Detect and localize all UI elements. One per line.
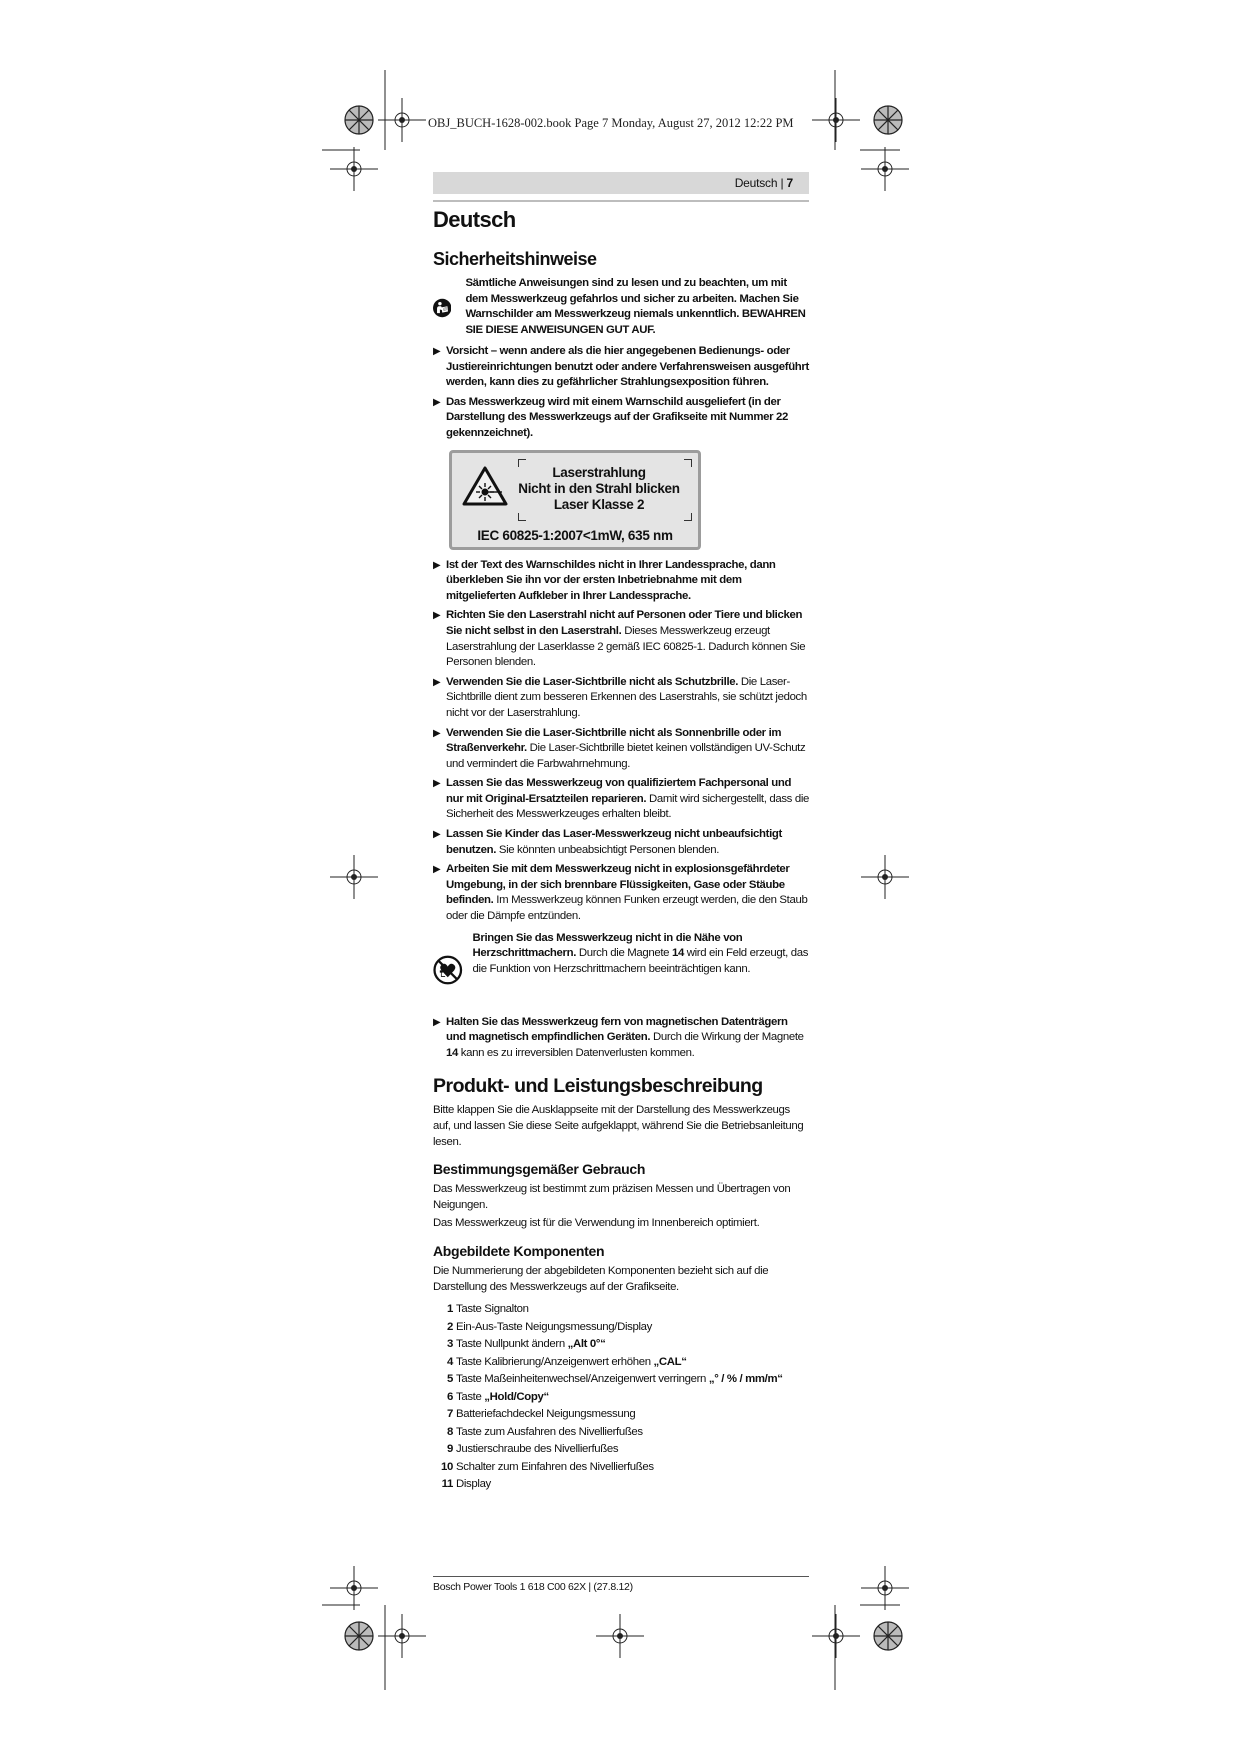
component-text: Justierschraube des Nivellierfußes: [456, 1443, 619, 1456]
bullet-arrow-icon: ▶: [433, 559, 441, 571]
bullet-bold-text: Vorsicht – wenn andere als die hier angegebenen Bedienungs- oder Justiereinrichtungen benutzt oder andere Verfahrensweisen ausgeführt werden, kann dies zu gefährlicher Strahlungsexposition führen.: [446, 345, 809, 389]
page-header-label: [735, 176, 793, 190]
component-text: Taste: [456, 1390, 485, 1403]
bullet-bold-text: Ist der Text des Warnschildes nicht in Ihrer Landessprache, dann überkleben Sie ihn vor der ersten Inbetriebnahme mit dem mitgelieferten Aufkleber in Ihrer Landessprache.: [446, 558, 776, 602]
bullet-bold-text: Verwenden Sie die Laser-Sichtbrille nicht als Schutzbrille.: [446, 675, 739, 688]
components-list: [433, 1301, 809, 1494]
component-label: [456, 1389, 549, 1407]
component-text: Taste Nullpunkt ändern: [456, 1338, 568, 1351]
product-intro: Bitte klappen Sie die Ausklappseite mit der Darstellung des Messwerkzeugs auf, und lassen Sie diese Seite aufgeklappt, während Sie die Betriebsanleitung lesen.: [433, 1104, 804, 1148]
component-number: 8: [447, 1425, 453, 1438]
magnet-number: 14: [446, 1046, 458, 1059]
component-text: Batteriefachdeckel Neigungsmessung: [456, 1408, 636, 1421]
component-text: Schalter zum Einfahren des Nivellierfußes: [456, 1460, 654, 1473]
component-text: Taste zum Ausfahren des Nivellierfußes: [456, 1425, 643, 1438]
component-item: [433, 1301, 809, 1319]
main-column: [433, 172, 809, 1494]
safety-bullet: [433, 675, 809, 722]
bullet-arrow-icon: ▶: [433, 727, 441, 739]
component-label: [456, 1476, 491, 1494]
page-footer: [433, 1576, 809, 1593]
bullet-arrow-icon: ▶: [433, 346, 441, 357]
laser-warning-label: [449, 450, 701, 550]
component-number: 3: [447, 1338, 453, 1351]
safety-bullet: [433, 344, 809, 391]
pacemaker-text: [473, 931, 809, 978]
bullet-regular-text: Die Laser-Sichtbrille dient zum besseren Erkennen des Laserstrahls, sie schützt jedoch nicht vor der Laserstrahlung.: [446, 675, 807, 719]
safety-bullet: [433, 776, 809, 823]
label-line-3: Laser Klasse 2: [553, 496, 645, 512]
read-manual-icon: [433, 276, 451, 340]
component-item: [433, 1476, 809, 1494]
label-line-2: Nicht in den Strahl blicken: [518, 480, 680, 496]
components-heading: Abgebildete Komponenten: [433, 1242, 605, 1259]
label-footer: IEC 60825-1:2007<1mW, 635 nm: [477, 527, 673, 543]
bullet-text: [446, 827, 809, 858]
bullet-text: [446, 558, 809, 605]
component-number: 9: [447, 1443, 453, 1456]
component-key-label: „Hold/Copy“: [484, 1390, 549, 1403]
safety-bullet: [433, 862, 809, 924]
component-item: [433, 1406, 809, 1424]
bullet-regular-text: Damit wird sichergestellt, dass die Sicherheit des Messwerkzeuges erhalten bleibt.: [446, 792, 809, 821]
bullet-arrow-icon: ▶: [433, 829, 441, 841]
bullet-regular-text: Dieses Messwerkzeug erzeugt Laserstrahlung der Laserklasse 2 gemäß IEC 60825-1. Dadurch können Sie Personen blenden.: [446, 624, 806, 669]
safety-bullets-b: [433, 558, 809, 925]
component-key-label: „° / % / mm/m“: [708, 1373, 783, 1386]
component-item: [433, 1354, 809, 1372]
component-label: [456, 1441, 618, 1459]
safety-bullet: [433, 608, 809, 670]
pacemaker-text-2: wird ein Feld erzeugt, das die Funktion von Herzschrittmachern beeinträchtigen kann.: [472, 947, 809, 975]
component-item: [433, 1459, 809, 1477]
bullet-bold-text: Lassen Sie Kinder das Laser-Messwerkzeug nicht unbeaufsichtigt benutzen.: [446, 828, 782, 856]
component-label: [456, 1336, 605, 1354]
label-line-1: Laserstrahlung: [552, 464, 646, 480]
component-label: [456, 1424, 643, 1442]
bullet-regular-text: Im Messwerkzeug können Funken erzeugt werden, die den Staub oder die Dämpfe entzünden.: [446, 894, 808, 923]
no-pacemaker-icon: [433, 931, 463, 1009]
page-number: 7: [786, 176, 793, 190]
component-number: 11: [441, 1478, 453, 1491]
bullet-bold-text: Arbeiten Sie mit dem Messwerkzeug nicht in explosionsgefährdeter Umgebung, in der sich brennbare Flüssigkeiten, Gase oder Stäube befinden.: [446, 863, 790, 907]
magnet-bold: Halten Sie das Messwerkzeug fern von magnetischen Datenträgern und magnetisch empfindlichen Geräten.: [446, 1015, 788, 1044]
component-item: [433, 1371, 809, 1389]
bullet-text: [446, 608, 809, 670]
bullet-text: [446, 862, 809, 924]
bullet-bold-text: Verwenden Sie die Laser-Sichtbrille nicht als Sonnenbrille oder im Straßenverkehr.: [446, 726, 782, 755]
magnet-warning: [433, 1015, 809, 1062]
bullet-arrow-icon: ▶: [433, 864, 441, 876]
component-label: [456, 1354, 687, 1372]
component-item: [433, 1319, 809, 1337]
bullet-arrow-icon: ▶: [433, 610, 441, 622]
use-paragraph-1: Das Messwerkzeug ist bestimmt zum präzisen Messen und Übertragen von Neigungen.: [433, 1183, 791, 1211]
pacemaker-text-1: Durch die Magnete: [576, 947, 672, 960]
safety-intro: [433, 276, 809, 340]
bullet-bold-text: Richten Sie den Laserstrahl nicht auf Personen oder Tiere und blicken Sie nicht selbst in den Laserstrahl.: [446, 609, 803, 637]
component-key-label: „Alt 0°“: [567, 1338, 606, 1351]
bullet-arrow-icon: ▶: [433, 396, 441, 408]
bullet-text: [446, 344, 809, 391]
component-item: [433, 1389, 809, 1407]
component-text: Ein-Aus-Taste Neigungsmessung/Display: [456, 1320, 652, 1333]
safety-bullet: [433, 726, 809, 773]
component-number: 10: [441, 1460, 453, 1473]
component-label: [456, 1371, 783, 1389]
bullet-regular-text: Sie könnten unbeabsichtigt Personen blenden.: [496, 843, 720, 856]
use-heading: Bestimmungsgemäßer Gebrauch: [433, 1161, 646, 1178]
component-number: 5: [447, 1373, 453, 1386]
component-text: Taste Signalton: [456, 1303, 529, 1316]
component-item: [433, 1424, 809, 1442]
component-text: Display: [456, 1478, 491, 1491]
pacemaker-bold: Bringen Sie das Messwerkzeug nicht in die Nähe von Herzschrittmachern.: [472, 931, 743, 960]
bullet-text: [446, 776, 809, 823]
header-separator: |: [777, 176, 787, 190]
bullet-arrow-icon: ▶: [433, 676, 441, 688]
use-paragraph-2: Das Messwerkzeug ist für die Verwendung im Innenbereich optimiert.: [433, 1217, 760, 1230]
safety-bullets-a: [433, 344, 809, 442]
magnet-text-1: Durch die Wirkung der Magnete: [650, 1031, 804, 1044]
component-item: [433, 1441, 809, 1459]
pacemaker-number: 14: [671, 947, 684, 960]
components-intro: Die Nummerierung der abgebildeten Komponenten bezieht sich auf die Darstellung des Messwerkzeugs auf der Grafikseite.: [433, 1264, 769, 1293]
bullet-arrow-icon: ▶: [433, 778, 441, 790]
component-item: [433, 1336, 809, 1354]
footer-rule: [433, 1576, 809, 1577]
bullet-arrow-icon: ▶: [433, 1016, 441, 1028]
component-label: [456, 1301, 529, 1319]
header-rule: [433, 200, 809, 202]
safety-intro-text: Sämtliche Anweisungen sind zu lesen und zu beachten, um mit dem Messwerkzeug gefahrlos und sicher zu arbeiten. Machen Sie Warnschilder am Messwerkzeug niemals unkenntlich. BEWAHREN SIE DIESE ANWEISUNGEN GUT AUF.: [465, 277, 806, 336]
bullet-text: [446, 675, 809, 722]
product-heading: Produkt- und Leistungsbeschreibung: [433, 1075, 763, 1098]
page-title: Deutsch: [433, 207, 516, 232]
component-number: 7: [447, 1408, 453, 1421]
safety-bullet: [433, 395, 809, 442]
component-key-label: „CAL“: [653, 1355, 687, 1368]
component-number: 4: [447, 1355, 453, 1368]
print-info: OBJ_BUCH-1628-002.book Page 7 Monday, August 27, 2012 12:22 PM: [428, 116, 794, 130]
safety-heading: Sicherheitshinweise: [433, 249, 597, 269]
safety-bullet: [433, 558, 809, 605]
component-label: [456, 1319, 652, 1337]
footer-text: Bosch Power Tools 1 618 C00 62X | (27.8.12): [433, 1581, 633, 1593]
component-number: 1: [447, 1303, 453, 1316]
component-number: 6: [447, 1390, 453, 1403]
bullet-text: [446, 395, 809, 442]
magnet-text-2: kann es zu irreversiblen Datenverlusten kommen.: [457, 1046, 695, 1059]
safety-bullet: [433, 827, 809, 858]
component-label: [456, 1459, 654, 1477]
component-text: Taste Maßeinheitenwechsel/Anzeigenwert verringern: [456, 1373, 709, 1386]
component-text: Taste Kalibrierung/Anzeigenwert erhöhen: [456, 1355, 654, 1368]
pacemaker-warning: [433, 931, 809, 1009]
page-header: [433, 172, 809, 194]
bullet-regular-text: Die Laser-Sichtbrille bietet keinen vollständigen UV-Schutz und vermindert die Farbwahrnehmung.: [446, 742, 806, 770]
header-language: Deutsch: [734, 176, 778, 190]
laser-warning-icon: [462, 466, 508, 506]
bullet-bold-text: Das Messwerkzeug wird mit einem Warnschild ausgeliefert (in der Darstellung des Messwerkzeugs auf der Grafikseite mit Nummer 22 gekennzeichnet).: [446, 395, 788, 439]
component-label: [456, 1406, 635, 1424]
bullet-text: [446, 726, 809, 773]
component-number: 2: [447, 1320, 453, 1333]
bullet-bold-text: Lassen Sie das Messwerkzeug von qualifiziertem Fachpersonal und nur mit Original-Ersatzteilen reparieren.: [446, 777, 792, 805]
